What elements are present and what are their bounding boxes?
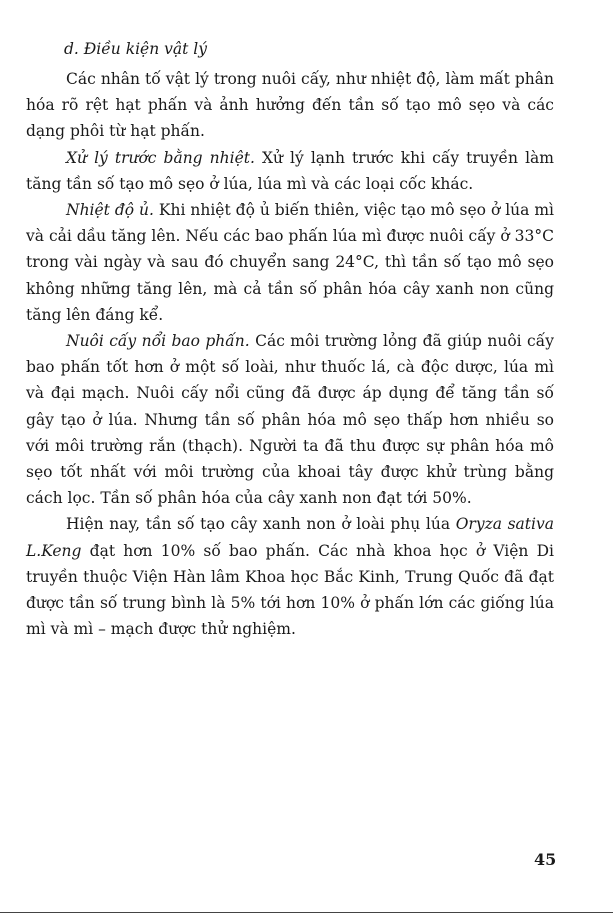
paragraph-lead: Nuôi cấy nổi bao phấn. [66,332,250,351]
paragraph-text: Xử lý lạnh trước khi cấy truyền làm tăng tần số tạo mô sẹo ở lúa, lúa mì và các loại cốc khác. [26,148,554,193]
page-bottom-edge [0,912,613,913]
body-text [26,66,554,642]
paragraph-lead: Xử lý trước bằng nhiệt. [66,148,255,167]
paragraph-current-results [26,511,554,642]
paragraph-physical-factors [26,66,554,145]
paragraph-text: Hiện nay, tần số tạo cây xanh non ở loài phụ lúa [66,515,456,534]
paragraph-text-tail: đạt hơn 10% số bao phấn. Các nhà khoa học ở Viện Di truyền thuộc Viện Hàn lâm Khoa học Bắc Kinh, Trung Quốc đã đạt được tần số trung bình là 5% tới hơn 10% ở phấn lớn các giống lúa mì và mì – mạch được thử nghiệm. [26,541,554,639]
section-heading: d. Điều kiện vật lý [64,40,207,58]
paragraph-lead: Nhiệt độ ủ. [66,201,154,220]
page-number: 45 [534,850,557,869]
paragraph-text: Các môi trường lỏng đã giúp nuôi cấy bao phấn tốt hơn ở một số loài, như thuốc lá, cà độc dược, lúa mì và đại mạch. Nuôi cấy nổi cũng đã được áp dụng để tăng tần số gây tạo ở lúa. Nhưng tần số phân hóa mô sẹo thấp hơn nhiều so với môi trường rắn (thạch). Người ta đã thu được sự phân hóa mô sẹo tốt nhất với môi trường của khoai tây được khử trùng bằng cách lọc. Tần số phân hóa của cây xanh non đạt tới 50%. [26,332,554,508]
paragraph-text: Các nhân tố vật lý trong nuôi cấy, như nhiệt độ, làm mất phân hóa rõ rệt hạt phấn và ảnh hưởng đến tần số tạo mô sẹo và các dạng phôi từ hạt phấn. [26,70,554,141]
species-name: Oryza sativa L.Keng [26,515,554,560]
paragraph-floating-culture [26,328,554,511]
paragraph-heat-pretreatment [26,145,554,197]
paragraph-incubation-temperature [26,197,554,328]
paragraph-text: Khi nhiệt độ ủ biến thiên, việc tạo mô sẹo ở lúa mì và cải dầu tăng lên. Nếu các bao phấn lúa mì được nuôi cấy ở 33°C trong vài ngày và sau đó chuyển sang 24°C, thì tần số tạo mô sẹo không những tăng lên, mà cả tần số phân hóa cây xanh non cũng tăng lên đáng kể. [26,201,555,324]
